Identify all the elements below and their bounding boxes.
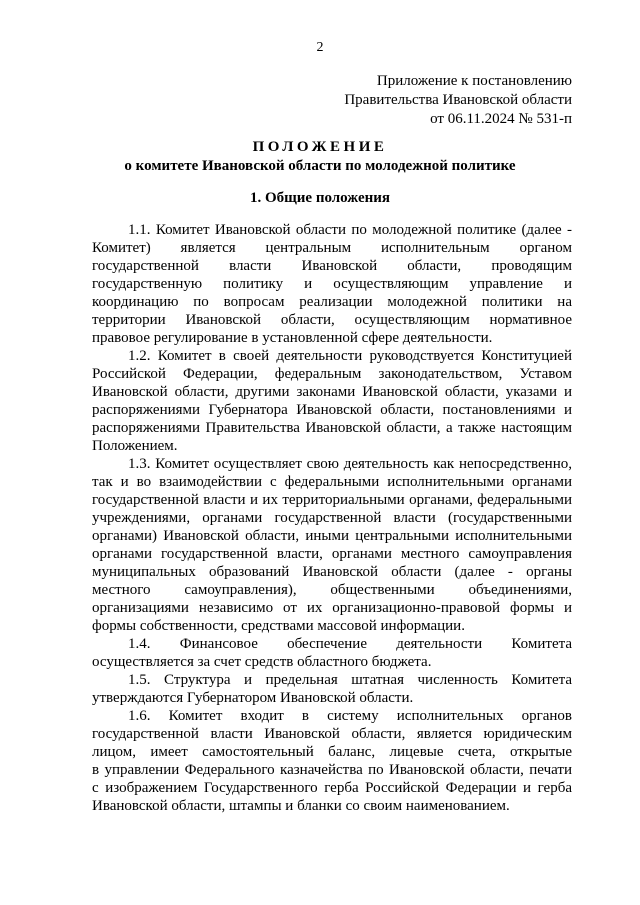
paragraph-line: с изображением Государственного герба Российской Федерации и герба bbox=[92, 780, 572, 796]
paragraph bbox=[92, 347, 572, 455]
paragraph-line: учреждениями, органами государственной власти (государственными bbox=[92, 510, 572, 526]
paragraph-line: Российской Федерации, федеральным законодательством, Уставом bbox=[92, 366, 572, 382]
paragraph-line: Комитет) является центральным исполнительным органом bbox=[92, 240, 572, 256]
paragraph bbox=[92, 221, 572, 347]
paragraph-line: Ивановской области, другими законами Ивановской области, указами и bbox=[92, 384, 572, 400]
document-title: ПОЛОЖЕНИЕ bbox=[252, 139, 388, 155]
annex-block bbox=[344, 72, 572, 129]
paragraph-line: государственной власти Ивановской области, является юридическим bbox=[92, 726, 572, 742]
paragraph-line: координацию по вопросам реализации молодежной политики на bbox=[92, 294, 572, 310]
paragraph-line: муниципальных образований Ивановской области (далее - органы bbox=[92, 564, 572, 580]
paragraph-line: правовое регулирование в установленной сфере деятельности. bbox=[92, 330, 493, 346]
annex-line: Правительства Ивановской области bbox=[344, 92, 572, 108]
document-subtitle: о комитете Ивановской области по молодежной политике bbox=[124, 158, 516, 174]
section-heading: 1. Общие положения bbox=[249, 190, 391, 206]
paragraph-line: государственную политику и осуществляющим управление и bbox=[92, 276, 572, 292]
paragraph-line: 1.3. Комитет осуществляет свою деятельность как непосредственно, bbox=[128, 456, 572, 472]
paragraph-line: 1.1. Комитет Ивановской области по молодежной политике (далее - bbox=[128, 222, 572, 238]
paragraph bbox=[92, 707, 572, 815]
paragraph-line: так и во взаимодействии с федеральными исполнительными органами bbox=[92, 474, 572, 490]
paragraph bbox=[92, 635, 572, 671]
page-number: 2 bbox=[316, 40, 324, 55]
paragraph-line: лицом, имеет самостоятельный баланс, лицевые счета, открытые bbox=[92, 744, 572, 760]
paragraph-line: организациями независимо от их организационно-правовой формы и bbox=[92, 600, 572, 616]
paragraph-line: формы собственности, средствами массовой информации. bbox=[92, 618, 465, 634]
paragraph-line: Ивановской области, штампы и бланки со своим наименованием. bbox=[92, 798, 510, 814]
paragraph-line: утверждаются Губернатором Ивановской области. bbox=[92, 690, 414, 706]
paragraph-line: 1.5. Структура и предельная штатная численность Комитета bbox=[128, 672, 572, 688]
paragraph-line: распоряжениями Правительства Ивановской области, а также настоящим bbox=[92, 420, 572, 436]
paragraph-line: 1.2. Комитет в своей деятельности руководствуется Конституцией bbox=[128, 348, 572, 364]
paragraph-line: осуществляется за счет средств областного бюджета. bbox=[92, 654, 432, 670]
paragraph-line: распоряжениями Губернатора Ивановской области, постановлениями и bbox=[92, 402, 572, 418]
annex-line: Приложение к постановлению bbox=[376, 73, 572, 89]
paragraph-line: органами) Ивановской области, иными центральными исполнительными bbox=[92, 528, 572, 544]
paragraph-line: Положением. bbox=[92, 438, 178, 454]
paragraph-line: органами государственной власти, органами местного самоуправления bbox=[92, 546, 572, 562]
paragraph-line: местного самоуправления), общественными объединениями, bbox=[92, 582, 572, 598]
paragraph-line: государственной власти Ивановской области, проводящим bbox=[92, 258, 572, 274]
paragraph-line: 1.6. Комитет входит в систему исполнительных органов bbox=[128, 708, 572, 724]
paragraph-line: государственной власти и их территориальными органами, федеральными bbox=[92, 492, 572, 508]
paragraph-line: в управлении Федерального казначейства по Ивановской области, печати bbox=[92, 762, 572, 778]
document-body bbox=[92, 221, 572, 815]
paragraph-line: территории Ивановской области, осуществляющим нормативное bbox=[92, 312, 572, 328]
paragraph bbox=[92, 455, 572, 635]
paragraph-line: 1.4. Финансовое обеспечение деятельности Комитета bbox=[128, 636, 572, 652]
annex-line: от 06.11.2024 № 531-п bbox=[430, 111, 572, 127]
paragraph bbox=[92, 671, 572, 707]
